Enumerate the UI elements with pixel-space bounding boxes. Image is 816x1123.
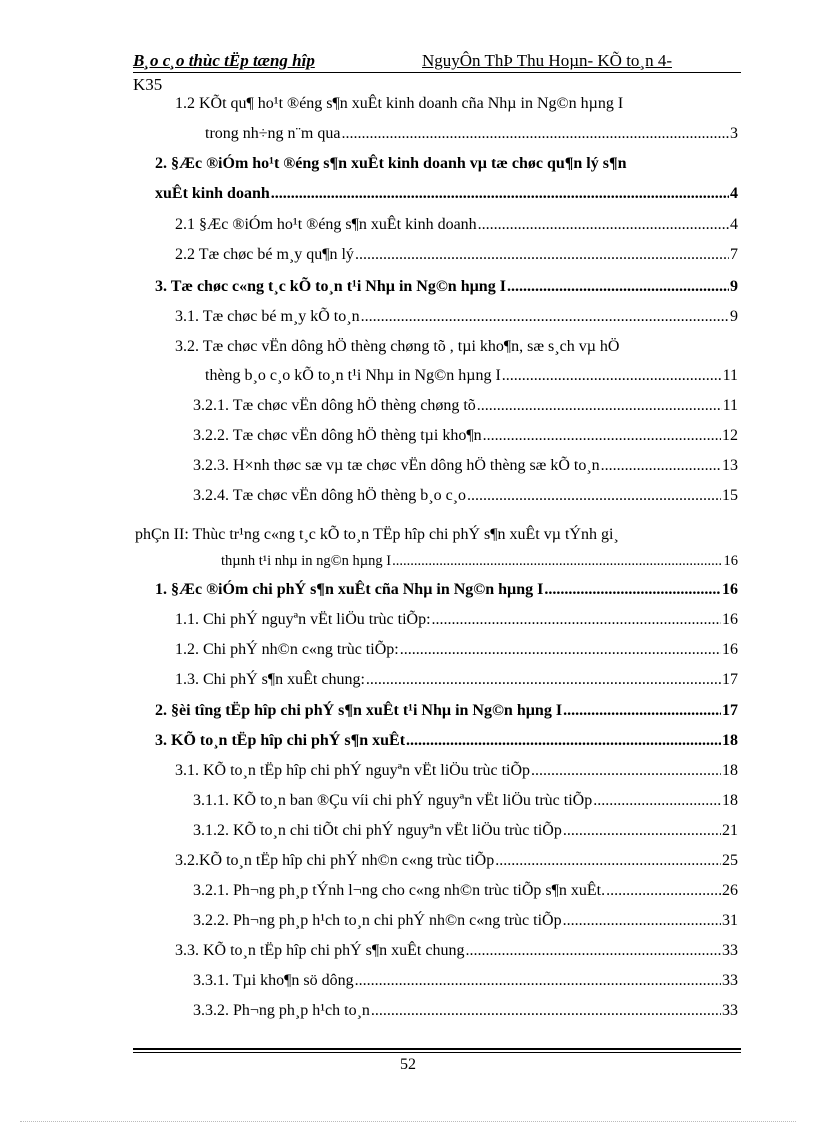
toc-page-number: 33 xyxy=(722,942,738,959)
dot-leader xyxy=(507,278,729,296)
toc-entry-3-1 xyxy=(175,308,738,330)
toc-section-2-cont xyxy=(155,185,738,207)
toc-page-number: 13 xyxy=(722,457,738,474)
toc-entry-3-2: 3.2. Tæ chøc vËn dông hÖ thèng chøng tõ , tµi kho¶n, sæ s¸ch vµ hÖ xyxy=(175,338,620,355)
toc-page-number: 11 xyxy=(722,367,738,384)
toc-page-number: 18 xyxy=(722,792,738,809)
dot-leader xyxy=(465,942,721,960)
toc-entry-3-2-1 xyxy=(193,397,738,419)
toc-page-number: 12 xyxy=(722,427,738,444)
toc-section-3 xyxy=(155,278,738,300)
toc-page-number: 18 xyxy=(722,732,738,749)
dot-leader xyxy=(483,427,721,445)
toc-p2-entry-3-1-2 xyxy=(193,822,738,844)
toc-entry-text: xuÊt kinh doanh xyxy=(155,185,270,202)
toc-entry-text: 3.2.2. Tæ chøc vËn dông hÖ thèng tµi kho¶n xyxy=(193,427,482,444)
toc-p2-section-3 xyxy=(155,732,738,754)
toc-entry-3-2-cont xyxy=(205,367,738,389)
toc-entry-text: 3.1. Tæ chøc bé m¸y kÕ to¸n xyxy=(175,308,360,325)
toc-entry-text: thèng b¸o c¸o kÕ to¸n t¹i Nhµ in Ng©n hµng I xyxy=(205,367,501,384)
dot-leader xyxy=(478,216,729,234)
toc-entry-text: 1.2. Chi phÝ nh©n c«ng trùc tiÕp: xyxy=(175,641,399,658)
toc-entry-text: 3.2.4. Tæ chøc vËn dông hÖ thèng b¸o c¸o xyxy=(193,487,466,504)
dot-leader xyxy=(544,581,721,599)
toc-entry-text: 3.2.KÕ to¸n tËp hîp chi phÝ nh©n c«ng trùc tiÕp xyxy=(175,852,495,869)
toc-page-number: 33 xyxy=(722,972,738,989)
toc-page-number: 16 xyxy=(722,581,738,598)
toc-page-number: 17 xyxy=(722,671,738,688)
toc-page-number: 25 xyxy=(722,852,738,869)
toc-entry-3-2-3 xyxy=(193,457,738,479)
toc-entry-text: 3.1.2. KÕ to¸n chi tiÕt chi phÝ nguyªn vËt liÖu trùc tiÕp xyxy=(193,822,562,839)
toc-p2-entry-3-1-1 xyxy=(193,792,738,814)
toc-p2-entry-3-2-1 xyxy=(193,882,738,904)
toc-entry-text: trong nh÷ng n¨m qua xyxy=(205,125,341,142)
toc-entry-text: 3.2.1. Tæ chøc vËn dông hÖ thèng chøng tõ xyxy=(193,397,476,414)
dot-leader xyxy=(400,641,721,659)
dot-leader xyxy=(361,308,729,326)
dot-leader xyxy=(392,553,722,570)
toc-entry-text: 1.1. Chi phÝ nguyªn vËt liÖu trùc tiÕp: xyxy=(175,611,431,628)
header-rule xyxy=(133,72,741,73)
page-number: 52 xyxy=(400,1056,416,1073)
toc-section-2: 2. §Æc ®iÓm ho¹t ®éng s¶n xuÊt kinh doanh vµ tæ chøc qu¶n lý s¶n xyxy=(155,155,627,172)
toc-entry-text: thµnh t¹i nhµ in ng©n hµng I xyxy=(221,553,392,569)
dot-leader xyxy=(432,611,721,629)
toc-page-number: 16 xyxy=(722,611,738,628)
header-report-title: B¸o c¸o thùc tËp tæng hîp xyxy=(133,51,315,70)
toc-page-number: 33 xyxy=(722,1002,738,1019)
toc-entry-text: 2.2 Tæ chøc bé m¸y qu¶n lý xyxy=(175,246,354,263)
toc-entry-text: 3.2.1. Ph¬ng ph¸p tÝnh l¬ng cho c«ng nh©n trùc tiÕp s¶n xuÊt. xyxy=(193,882,606,899)
dot-leader xyxy=(477,397,722,415)
toc-entry-3-2-2 xyxy=(193,427,738,449)
toc-entry-3-2-4 xyxy=(193,487,738,509)
toc-p2-entry-3-3-2 xyxy=(193,1002,738,1024)
toc-page-number: 11 xyxy=(722,397,738,414)
dot-leader xyxy=(467,487,721,505)
toc-p2-section-1 xyxy=(155,581,738,603)
dot-leader xyxy=(406,732,721,750)
toc-page-number: 7 xyxy=(730,246,738,263)
toc-p2-entry-3-2 xyxy=(175,852,738,874)
toc-entry-text: 3.2.2. Ph¬ng ph¸p h¹ch to¸n chi phÝ nh©n c«ng trùc tiÕp xyxy=(193,912,562,929)
header-class-code: K35 xyxy=(133,75,163,94)
toc-p2-entry-1-1 xyxy=(175,611,738,633)
toc-entry-text: 3.2.3. H×nh thøc sæ vµ tæ chøc vËn dông hÖ thèng sæ kÕ to¸n xyxy=(193,457,600,474)
toc-part-2-cont xyxy=(221,553,738,575)
dot-leader xyxy=(366,671,721,689)
toc-p2-entry-3-2-2 xyxy=(193,912,738,934)
toc-page-number: 16 xyxy=(723,553,738,569)
toc-entry-1-2: 1.2 KÕt qu¶ ho¹t ®éng s¶n xuÊt kinh doanh cña Nhµ in Ng©n hµng I xyxy=(175,95,624,112)
toc-page-number: 9 xyxy=(730,278,738,295)
toc-page-number: 4 xyxy=(730,185,738,202)
dot-leader xyxy=(563,822,721,840)
toc-page-number: 15 xyxy=(722,487,738,504)
dot-leader xyxy=(563,702,721,720)
toc-p2-entry-3-1 xyxy=(175,762,738,784)
dot-leader xyxy=(531,762,721,780)
toc-entry-text: 2. §èi tîng tËp hîp chi phÝ s¶n xuÊt t¹i Nhµ in Ng©n hµng I xyxy=(155,702,563,719)
toc-page-number: 26 xyxy=(722,882,738,899)
dot-leader xyxy=(593,792,721,810)
toc-page-number: 3 xyxy=(730,125,738,142)
header-author: NguyÔn ThÞ Thu Hoµn- KÕ to¸n 4- xyxy=(422,51,672,70)
dot-leader xyxy=(341,125,729,143)
toc-entry-2-2 xyxy=(175,246,738,268)
dot-leader xyxy=(271,185,729,203)
toc-page-number: 31 xyxy=(722,912,738,929)
toc-part-2: phÇn II: Thùc tr¹ng c«ng t¸c kÕ to¸n TËp hîp chi phÝ s¶n xuÊt vµ tÝnh gi¸ xyxy=(135,526,619,543)
toc-entry-1-2-cont xyxy=(205,125,738,147)
dot-leader xyxy=(606,882,721,900)
toc-entry-text: 3. Tæ chøc c«ng t¸c kÕ to¸n t¹i Nhµ in Ng©n hµng I xyxy=(155,278,506,295)
dot-leader xyxy=(355,972,721,990)
toc-page-number: 4 xyxy=(730,216,738,233)
toc-entry-text: 3.3.1. Tµi kho¶n sö dông xyxy=(193,972,354,989)
dot-leader xyxy=(355,246,729,264)
toc-entry-text: 3.1. KÕ to¸n tËp hîp chi phÝ nguyªn vËt liÖu trùc tiÕp xyxy=(175,762,531,779)
toc-p2-entry-1-3 xyxy=(175,671,738,693)
toc-p2-section-2 xyxy=(155,702,738,724)
toc-entry-2-1 xyxy=(175,216,738,238)
page-edge-divider xyxy=(20,1121,796,1122)
toc-p2-entry-3-3-1 xyxy=(193,972,738,994)
toc-entry-text: 3.1.1. KÕ to¸n ban ®Çu víi chi phÝ nguyªn vËt liÖu trùc tiÕp xyxy=(193,792,593,809)
toc-page-number: 17 xyxy=(722,702,738,719)
footer-rule-thick xyxy=(133,1048,741,1050)
dot-leader xyxy=(502,367,722,385)
dot-leader xyxy=(495,852,721,870)
footer-rule-thin xyxy=(133,1052,741,1053)
dot-leader xyxy=(563,912,721,930)
dot-leader xyxy=(371,1002,721,1020)
toc-entry-text: 1.3. Chi phÝ s¶n xuÊt chung: xyxy=(175,671,365,688)
toc-page-number: 16 xyxy=(722,641,738,658)
toc-p2-entry-3-3 xyxy=(175,942,738,964)
dot-leader xyxy=(601,457,721,475)
toc-entry-text: 1. §Æc ®iÓm chi phÝ s¶n xuÊt cña Nhµ in Ng©n hµng I xyxy=(155,581,544,598)
toc-entry-text: 3. KÕ to¸n tËp hîp chi phÝ s¶n xuÊt xyxy=(155,732,406,749)
toc-entry-text: 2.1 §Æc ®iÓm ho¹t ®éng s¶n xuÊt kinh doanh xyxy=(175,216,477,233)
toc-entry-text: 3.3. KÕ to¸n tËp hîp chi phÝ s¶n xuÊt chung xyxy=(175,942,465,959)
toc-p2-entry-1-2 xyxy=(175,641,738,663)
toc-entry-text: 3.3.2. Ph¬ng ph¸p h¹ch to¸n xyxy=(193,1002,370,1019)
toc-page-number: 18 xyxy=(722,762,738,779)
toc-page-number: 21 xyxy=(722,822,738,839)
toc-page-number: 9 xyxy=(730,308,738,325)
